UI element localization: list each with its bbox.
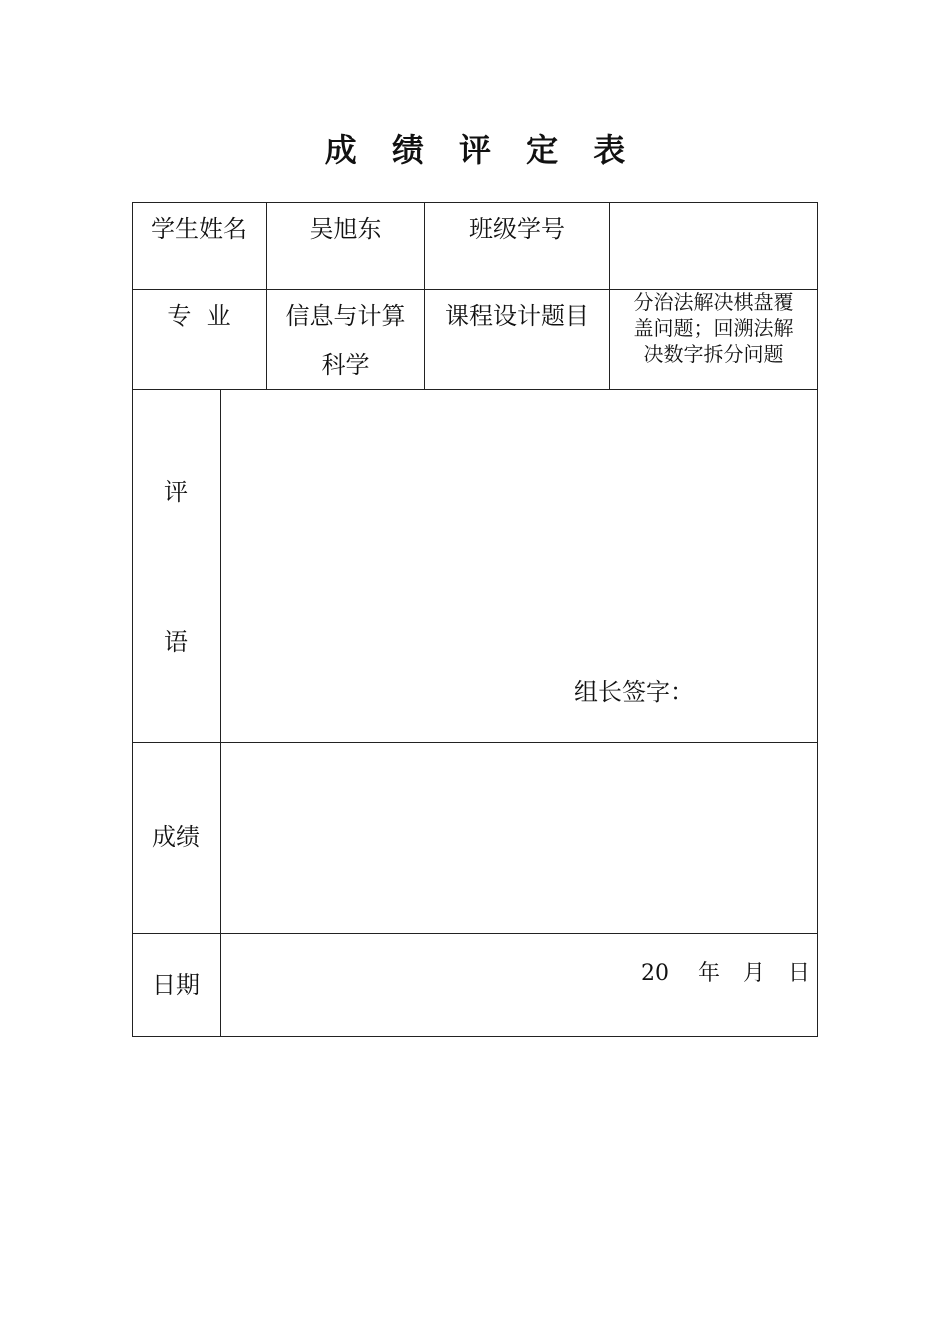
- major-value-line2: 科学: [321, 351, 370, 379]
- date-year-char: 年: [698, 961, 721, 986]
- label-col-divider: [220, 389, 221, 1037]
- date-month-char: 月: [743, 961, 766, 986]
- topic-value-line2: 盖问题；回溯法解: [633, 316, 794, 340]
- border-top: [132, 202, 818, 203]
- page-title: 成 绩 评 定 表: [324, 131, 638, 169]
- major-value-line1: 信息与计算: [285, 302, 406, 330]
- major-label: 专 业: [167, 302, 231, 330]
- divider-comments: [132, 742, 818, 743]
- date-day-char: 日: [788, 961, 811, 986]
- grade-label: 成绩: [152, 823, 200, 851]
- divider-grade: [132, 933, 818, 934]
- student-name-value: 吴旭东: [309, 215, 382, 243]
- student-name-label: 学生姓名: [151, 215, 247, 243]
- border-right: [817, 202, 818, 1037]
- topic-label: 课程设计题目: [445, 302, 589, 330]
- comments-label-char-2: 语: [164, 628, 188, 656]
- class-id-label: 班级学号: [469, 215, 565, 243]
- signature-label: 组长签字：: [574, 678, 694, 706]
- evaluation-form: [132, 202, 818, 1037]
- comments-label-char-1: 评: [164, 478, 188, 506]
- border-bottom: [132, 1036, 818, 1037]
- topic-value-line3: 决数字拆分问题: [643, 342, 784, 366]
- date-year-prefix: 20: [641, 961, 669, 986]
- divider-row2: [132, 389, 818, 390]
- topic-value-line1: 分治法解决棋盘覆: [633, 290, 794, 314]
- date-label: 日期: [152, 971, 200, 999]
